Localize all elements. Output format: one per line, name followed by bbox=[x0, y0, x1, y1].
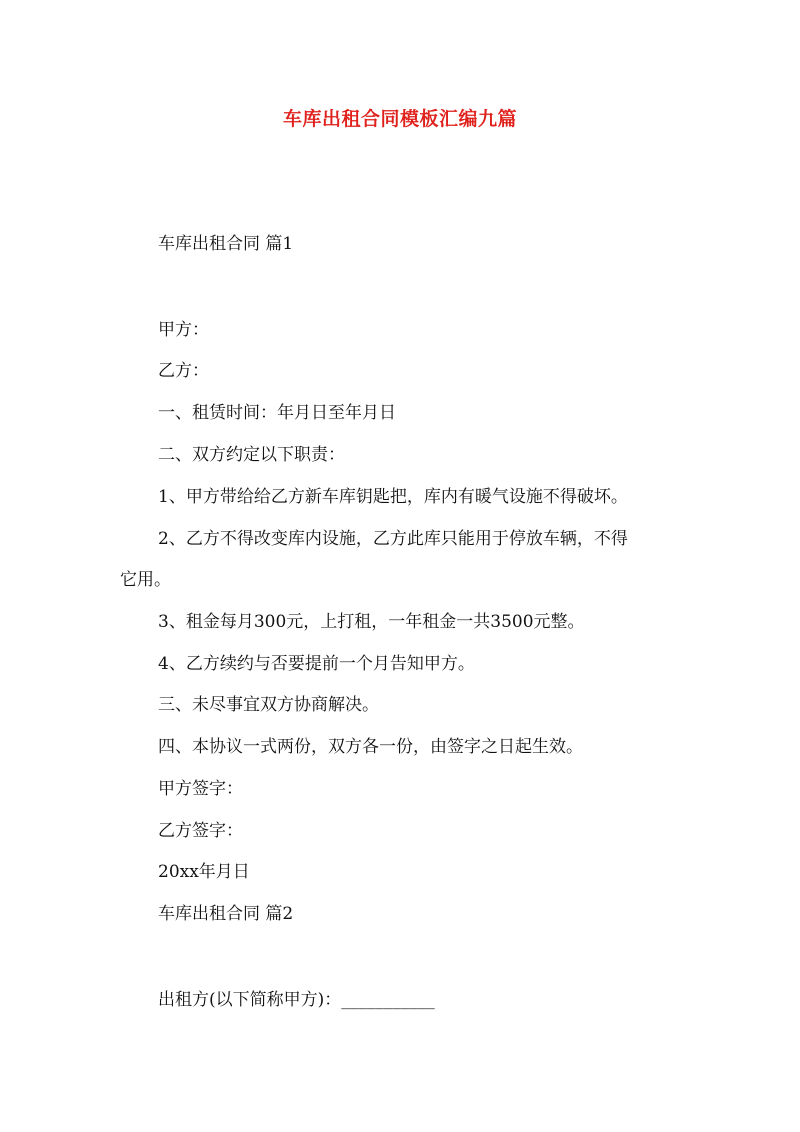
clause-copies: 四、本协议一式两份，双方各一份，由签字之日起生效。 bbox=[158, 737, 583, 757]
party-a-signature: 甲方签字： bbox=[158, 779, 243, 799]
document-title: 车库出租合同模板汇编九篇 bbox=[282, 108, 517, 130]
clause-unresolved-matters: 三、未尽事宜双方协商解决。 bbox=[158, 695, 379, 715]
signing-date: 20xx年月日 bbox=[158, 862, 250, 882]
item-4: 4、乙方续约与否要提前一个月告知甲方。 bbox=[158, 654, 475, 674]
party-b-signature: 乙方签字： bbox=[158, 821, 243, 841]
party-b-label: 乙方： bbox=[158, 361, 209, 381]
item-2-line-2: 它用。 bbox=[120, 570, 171, 590]
party-a-label: 甲方： bbox=[158, 320, 209, 340]
item-2-line-1: 2、乙方不得改变库内设施，乙方此库只能用于停放车辆，不得 bbox=[158, 529, 628, 549]
lessor-line: 出租方(以下简称甲方)：___________ bbox=[158, 990, 435, 1010]
section-heading-1: 车库出租合同 篇1 bbox=[158, 234, 294, 254]
item-1: 1、甲方带给给乙方新车库钥匙把，库内有暖气设施不得破坏。 bbox=[158, 487, 628, 507]
clause-responsibilities: 二、双方约定以下职责： bbox=[158, 445, 345, 465]
section-heading-2: 车库出租合同 篇2 bbox=[158, 904, 294, 924]
clause-lease-period: 一、租赁时间：年月日至年月日 bbox=[158, 403, 396, 423]
item-3: 3、租金每月300元，上打租，一年租金一共3500元整。 bbox=[158, 612, 585, 632]
